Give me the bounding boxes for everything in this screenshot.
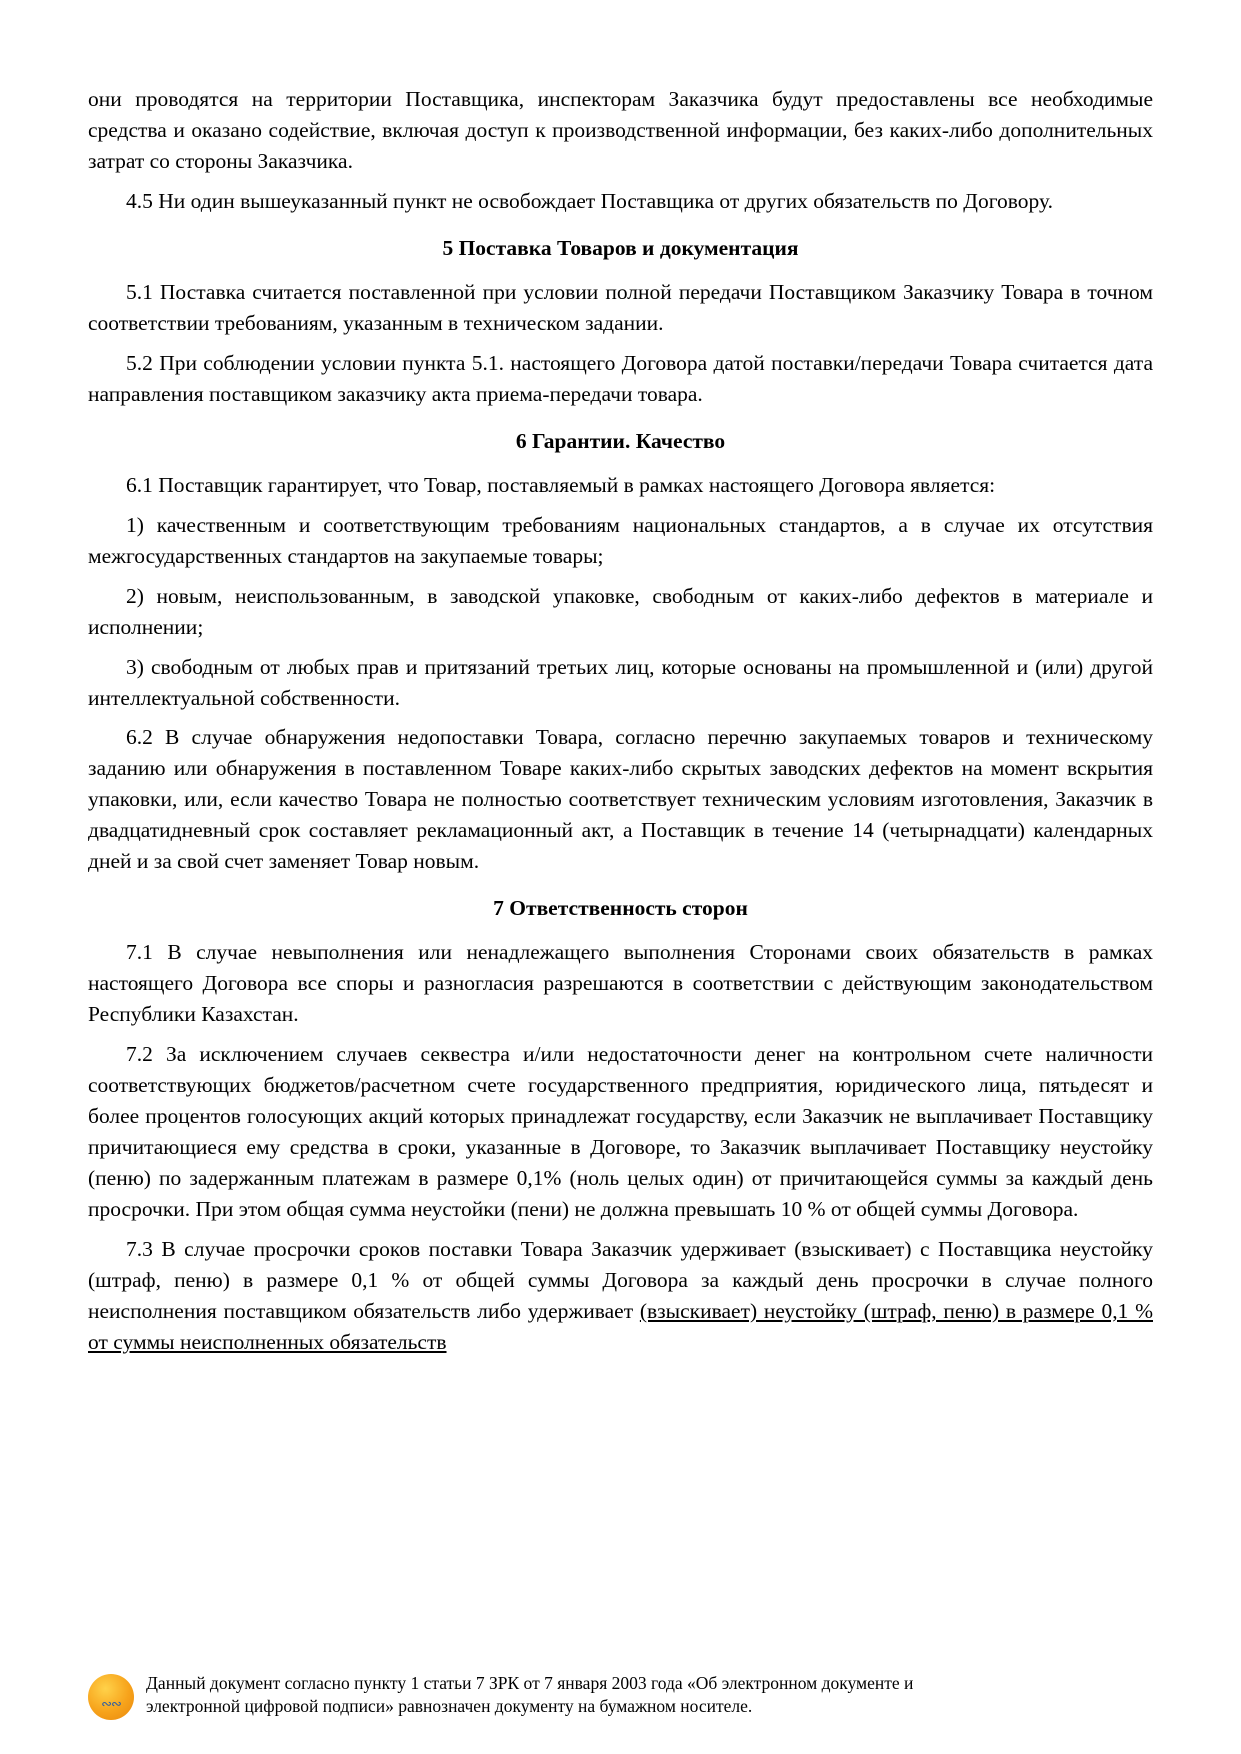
document-body (88, 84, 1153, 1367)
paragraph-6-2: 6.2 В случае обнаружения недопоставки Товара, согласно перечню закупаемых товаров и техническому заданию или обнаружения в поставленном Товаре каких-либо скрытых заводских дефектов на момент вскрытия упаковки, или, если качество Товара не полностью соответствует техническим условиям изготовления, Заказчик в двадцатидневный срок составляет рекламационный акт, а Поставщик в течение 14 (четырнадцати) календарных дней и за свой счет заменяет Товар новым. (88, 725, 1153, 874)
section-heading-5: 5 Поставка Товаров и документация (442, 235, 799, 260)
paragraph-7-1: 7.1 В случае невыполнения или ненадлежащего выполнения Сторонами своих обязательств в рамках настоящего Договора все споры и разногласия разрешаются в соответствии с действующим законодательством Республики Казахстан. (88, 940, 1153, 1027)
section-heading-7: 7 Ответственность сторон (493, 896, 748, 921)
stamp-seal-icon (88, 1674, 134, 1720)
paragraph-4-5: 4.5 Ни один вышеуказанный пункт не освобождает Поставщика от других обязательств по Договору. (126, 188, 1053, 213)
footer-legal-note (146, 1672, 913, 1719)
seal-glyph: ∾∾ (101, 1696, 121, 1711)
paragraph-7-3-text: 7.3 В случае просрочки сроков поставки Товара Заказчик удерживает (взыскивает) с Поставщика неустойку (штраф, пеню) в размере 0,1 % от общей суммы Договора за каждый день просрочки в случае полного неисполнения поставщиком обязательств либо удерживает (88, 1236, 1153, 1323)
paragraph-6-1: 6.1 Поставщик гарантирует, что Товар, поставляемый в рамках настоящего Договора является: (126, 472, 996, 497)
footer-legal-note-line1: Данный документ согласно пункту 1 статьи 7 ЗРК от 7 января 2003 года «Об электронном документе и (146, 1673, 914, 1693)
document-footer (88, 1672, 1153, 1720)
list-item-1: 1) качественным и соответствующим требованиям национальных стандартов, а в случае их отсутствия межгосударственных стандартов на закупаемые товары; (88, 512, 1153, 568)
paragraph-4-4-continued: они проводятся на территории Поставщика, инспекторам Заказчика будут предоставлены все необходимые средства и оказано содействие, включая доступ к производственной информации, без каких-либо дополнительных затрат со стороны Заказчика. (88, 87, 1153, 173)
paragraph-7-3 (88, 1234, 1153, 1358)
footer-legal-note-line2: электронной цифровой подписи» равнозначен документу на бумажном носителе. (146, 1696, 753, 1717)
paragraph-7-2: 7.2 За исключением случаев секвестра и/или недостаточности денег на контрольном счете наличности соответствующих бюджетов/расчетном счете государственного предприятия, юридического лица, пятьдесят и более процентов голосующих акций которых принадлежат государству, если Заказчик не выплачивает Поставщику причитающиеся ему средства в сроки, указанные в Договоре, то Заказчик выплачивает Поставщику неустойку (пеню) по задержанным платежам в размере 0,1% (ноль целых один) от причитающейся суммы за каждый день просрочки. При этом общая сумма неустойки (пени) не должна превышать 10 % от общей суммы Договора. (88, 1042, 1153, 1221)
paragraph-7-3-underlined-text: (взыскивает) неустойку (штраф, пеню) в размере 0,1 % от суммы неисполненных обязательств (88, 1298, 1153, 1354)
list-item-3: 3) свободным от любых прав и притязаний третьих лиц, которые основаны на промышленной и (или) другой интеллектуальной собственности. (88, 654, 1153, 710)
paragraph-5-2: 5.2 При соблюдении условии пункта 5.1. настоящего Договора датой поставки/передачи Товара считается дата направления поставщиком заказчику акта приема-передачи товара. (88, 350, 1153, 406)
section-heading-6: 6 Гарантии. Качество (515, 428, 726, 453)
paragraph-5-1: 5.1 Поставка считается поставленной при условии полной передачи Поставщиком Заказчику Товара в точном соответствии требованиям, указанным в техническом задании. (88, 279, 1153, 335)
list-item-2: 2) новым, неиспользованным, в заводской упаковке, свободным от каких-либо дефектов в материале и исполнении; (88, 583, 1153, 639)
